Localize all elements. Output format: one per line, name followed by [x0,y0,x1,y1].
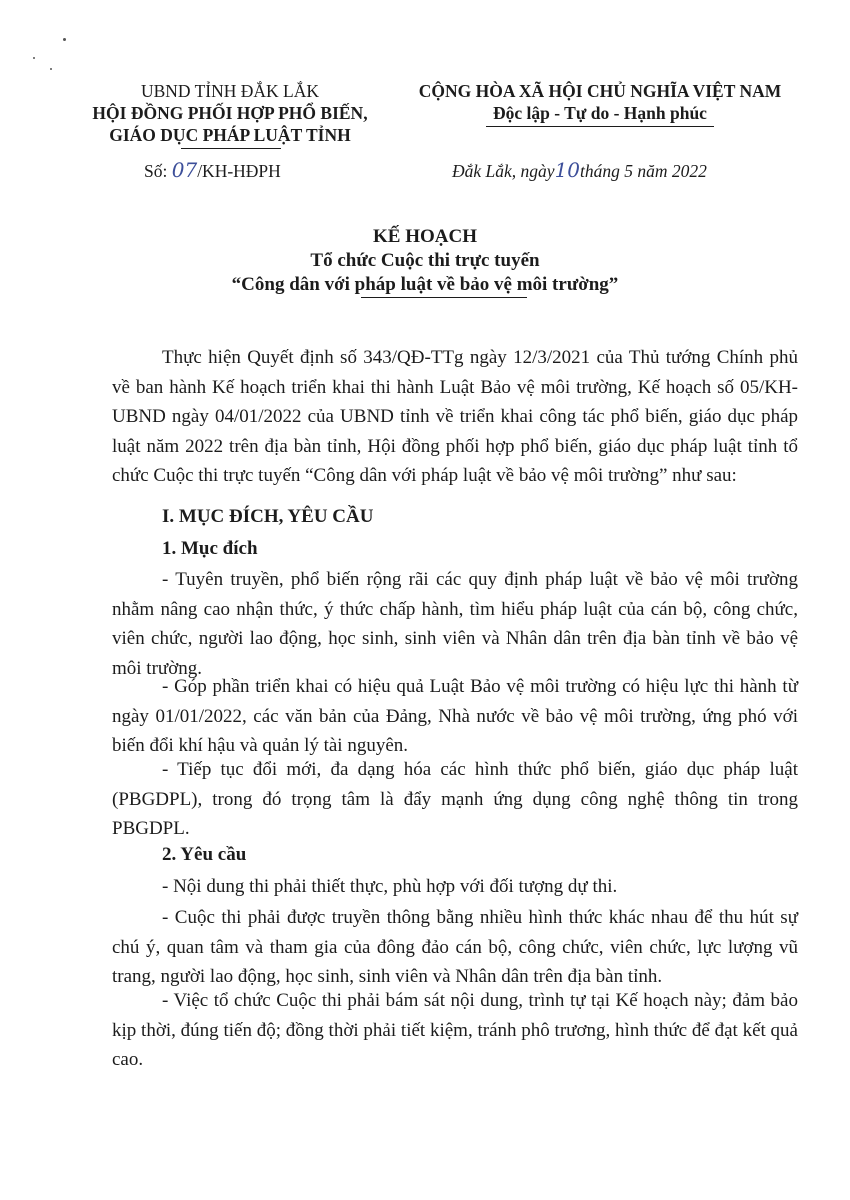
national-motto: Độc lập - Tự do - Hạnh phúc [493,103,707,123]
title-sub-2: “Công dân với pháp luật về bảo vệ môi trường” [231,274,619,295]
number-suffix: /KH-HĐPH [197,161,281,181]
handwritten-day: 10 [554,158,581,182]
agency-underline [181,148,281,149]
intro-paragraph: Thực hiện Quyết định số 343/QĐ-TTg ngày 12/3/2021 của Thủ tướng Chính phủ về ban hành Kế hoạch triển khai thi hành Luật Bảo vệ môi trường, Kế hoạch số 05/KH-UBND ngày 04/01/2022 của UBND tỉnh về triển khai công tác phổ biến, giáo dục pháp luật năm 2022 trên địa bàn tỉnh, Hội đồng phối hợp phổ biến, giáo dục pháp luật tỉnh tổ chức Cuộc thi trực tuyến “Công dân với pháp luật về bảo vệ môi trường” như sau: [112,347,798,486]
requirement-item: - Việc tổ chức Cuộc thi phải bám sát nội dung, trình tự tại Kế hoạch này; đảm bảo kịp thời, đúng tiến độ; đồng thời phải tiết kiệm, tránh phô trương, hình thức để đạt kết quả cao. [112,990,798,1070]
purpose-item: - Góp phần triển khai có hiệu quả Luật Bảo vệ môi trường có hiệu lực thi hành từ ngày 01/01/2022, các văn bản của Đảng, Nhà nước về bảo vệ môi trường, ứng phó với biến đổi khí hậu và quản lý tài nguyên. [112,676,798,756]
agency-name-block [50,80,410,146]
number-prefix: Số: [144,161,168,181]
place-date [452,159,707,182]
purpose-item: - Tiếp tục đổi mới, đa dạng hóa các hình thức phổ biến, giáo dục pháp luật (PBGDPL), trong đó trọng tâm là đẩy mạnh ứng dụng công nghệ thông tin trong PBGDPL. [112,759,798,839]
document-title [0,225,850,297]
scan-speck [63,38,66,41]
motto-underline [486,126,714,127]
requirement-item: - Cuộc thi phải được truyền thông bằng nhiều hình thức khác nhau để thu hút sự chú ý, quan tâm và tham gia của đông đảo cán bộ, công chức, viên chức, lực lượng vũ trang, người lao động, học sinh, sinh viên và Nhân dân trên địa bàn tỉnh. [112,907,798,987]
agency-line-1: HỘI ĐỒNG PHỐI HỢP PHỔ BIẾN, [92,103,368,123]
agency-line-2: GIÁO DỤC PHÁP LUẬT TỈNH [109,125,351,145]
requirements-heading: 2. Yêu cầu [162,844,247,865]
document-number [144,159,281,182]
national-title: CỘNG HÒA XÃ HỘI CHỦ NGHĨA VIỆT NAM [418,81,782,101]
agency-parent: UBND TỈNH ĐẮK LẮK [140,81,320,101]
title-sub-1: Tổ chức Cuộc thi trực tuyến [310,250,540,271]
title-main: KẾ HOẠCH [373,226,477,247]
scan-speck [50,68,52,70]
scan-speck [33,57,35,59]
handwritten-number: 07 [171,158,198,182]
purpose-heading: 1. Mục đích [162,538,258,559]
section-1-heading: I. MỤC ĐÍCH, YÊU CẦU [162,506,374,527]
purpose-item: - Tuyên truyền, phổ biến rộng rãi các quy định pháp luật về bảo vệ môi trường nhằm nâng cao nhận thức, ý thức chấp hành, tìm hiểu pháp luật của cán bộ, công chức, viên chức, người lao động, học sinh, sinh viên và Nhân dân trên địa bàn tỉnh về bảo vệ môi trường. [112,569,798,679]
date-suffix: tháng 5 năm 2022 [580,161,707,181]
title-underline [361,297,527,298]
requirement-item: - Nội dung thi phải thiết thực, phù hợp với đối tượng dự thi. [162,876,618,897]
national-title-block [385,80,815,124]
date-prefix: Đắk Lắk, ngày [452,161,555,181]
